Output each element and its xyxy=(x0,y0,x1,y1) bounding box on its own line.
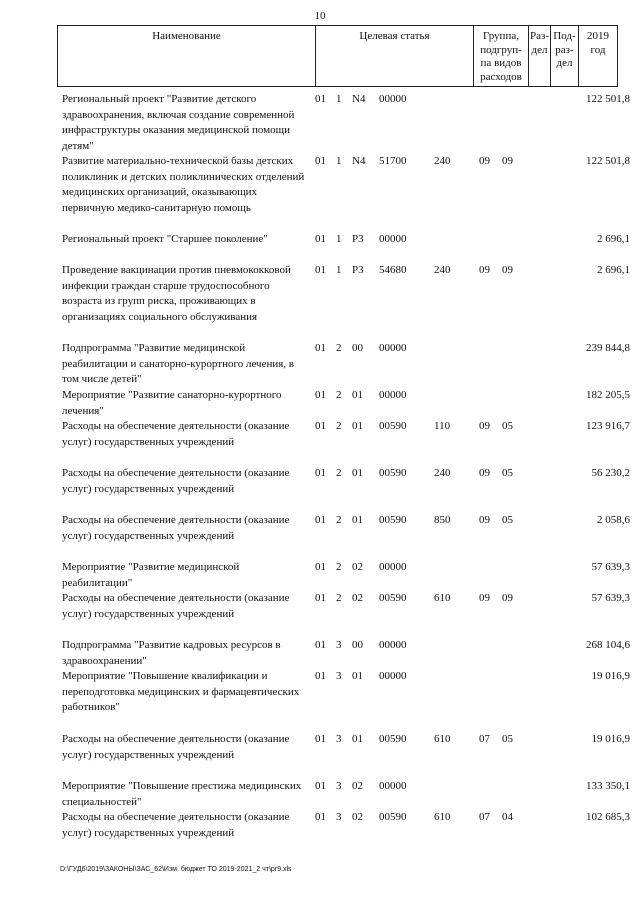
header-group: Группа, подгруп- па видов расходов xyxy=(474,26,529,86)
row-name: Мероприятие "Развитие медицинской реабилитации" xyxy=(62,561,240,589)
razdel: 07 xyxy=(479,811,490,823)
row-name: Мероприятие "Повышение престижа медицинских специальностей" xyxy=(62,780,302,808)
code-direction: 00000 xyxy=(379,639,407,651)
code-direction: 00000 xyxy=(379,780,407,792)
code-event: 00 xyxy=(352,639,363,651)
amount-2019: 2 696,1 xyxy=(597,233,630,245)
amount-2019: 56 230,2 xyxy=(591,467,630,479)
code-event: 02 xyxy=(352,780,363,792)
header-target: Целевая статья xyxy=(316,26,474,86)
code-program: 01 xyxy=(315,389,326,401)
table-row xyxy=(0,341,640,388)
amount-2019: 133 350,1 xyxy=(586,780,630,792)
code-program: 01 xyxy=(315,233,326,245)
table-row xyxy=(0,779,640,810)
code-subprogram: 2 xyxy=(336,420,342,432)
code-event: 01 xyxy=(352,467,363,479)
row-name: Расходы на обеспечение деятельности (оказание услуг) государственных учреждений xyxy=(62,811,290,839)
table-row xyxy=(0,92,640,154)
table-row xyxy=(0,669,640,732)
row-name: Расходы на обеспечение деятельности (оказание услуг) государственных учреждений xyxy=(62,514,290,542)
code-event: 01 xyxy=(352,420,363,432)
code-program: 01 xyxy=(315,420,326,432)
row-name: Расходы на обеспечение деятельности (оказание услуг) государственных учреждений xyxy=(62,467,290,495)
podrazdel: 09 xyxy=(502,155,513,167)
expense-group: 610 xyxy=(434,592,451,604)
code-direction: 00000 xyxy=(379,670,407,682)
code-direction: 00000 xyxy=(379,389,407,401)
code-subprogram: 2 xyxy=(336,467,342,479)
podrazdel: 05 xyxy=(502,420,513,432)
razdel: 09 xyxy=(479,467,490,479)
code-direction: 00000 xyxy=(379,561,407,573)
table-row xyxy=(0,154,640,232)
table-header xyxy=(57,25,618,87)
podrazdel: 09 xyxy=(502,264,513,276)
table-row xyxy=(0,810,640,857)
podrazdel: 05 xyxy=(502,514,513,526)
code-direction: 51700 xyxy=(379,155,407,167)
amount-2019: 239 844,8 xyxy=(586,342,630,354)
row-name: Развитие материально-технической базы детских поликлиник и детских поликлинических отделений медицинских организаций, оказывающих первичную медико-санитарную помощь xyxy=(62,155,305,214)
amount-2019: 123 916,7 xyxy=(586,420,630,432)
table-row xyxy=(0,263,640,341)
code-direction: 00590 xyxy=(379,514,407,526)
code-subprogram: 1 xyxy=(336,233,342,245)
podrazdel: 05 xyxy=(502,733,513,745)
code-direction: 00000 xyxy=(379,342,407,354)
code-program: 01 xyxy=(315,639,326,651)
code-subprogram: 1 xyxy=(336,93,342,105)
row-name: Проведение вакцинации против пневмококковой инфекции граждан старше трудоспособного возраста из групп риска, проживающих в организациях социального обслуживания xyxy=(62,264,291,323)
code-subprogram: 3 xyxy=(336,733,342,745)
amount-2019: 2 696,1 xyxy=(597,264,630,276)
file-path-footer: D:\ГУД6\2019\ЗАКОНЫ\ЗАС_62\Изм. бюджет ТО 2019-2021_2 чт\pr9.xls xyxy=(60,866,292,873)
header-razdel: Раз- дел xyxy=(529,26,551,86)
header-name: Наименование xyxy=(58,26,316,86)
code-subprogram: 1 xyxy=(336,264,342,276)
row-name: Региональный проект "Старшее поколение" xyxy=(62,233,268,245)
expense-group: 240 xyxy=(434,155,451,167)
row-name: Подпрограмма "Развитие кадровых ресурсов в здравоохранении" xyxy=(62,639,281,667)
code-subprogram: 2 xyxy=(336,592,342,604)
amount-2019: 57 639,3 xyxy=(591,592,630,604)
code-event: P3 xyxy=(352,264,364,276)
code-event: N4 xyxy=(352,155,366,167)
code-direction: 00590 xyxy=(379,467,407,479)
code-event: 02 xyxy=(352,592,363,604)
code-subprogram: 2 xyxy=(336,561,342,573)
table-row xyxy=(0,638,640,669)
row-name: Расходы на обеспечение деятельности (оказание услуг) государственных учреждений xyxy=(62,592,290,620)
amount-2019: 102 685,3 xyxy=(586,811,630,823)
table-row xyxy=(0,732,640,779)
amount-2019: 19 016,9 xyxy=(591,733,630,745)
table-row xyxy=(0,591,640,638)
code-program: 01 xyxy=(315,780,326,792)
row-name: Мероприятие "Развитие санаторно-курортного лечения" xyxy=(62,389,282,417)
code-direction: 00000 xyxy=(379,93,407,105)
code-event: N4 xyxy=(352,93,366,105)
code-program: 01 xyxy=(315,561,326,573)
amount-2019: 122 501,8 xyxy=(586,155,630,167)
table-row xyxy=(0,232,640,263)
amount-2019: 57 639,3 xyxy=(591,561,630,573)
code-event: 01 xyxy=(352,670,363,682)
code-program: 01 xyxy=(315,467,326,479)
code-event: 02 xyxy=(352,561,363,573)
expense-group: 610 xyxy=(434,811,451,823)
code-program: 01 xyxy=(315,264,326,276)
amount-2019: 122 501,8 xyxy=(586,93,630,105)
code-program: 01 xyxy=(315,733,326,745)
expense-group: 110 xyxy=(434,420,451,432)
amount-2019: 19 016,9 xyxy=(591,670,630,682)
razdel: 09 xyxy=(479,592,490,604)
podrazdel: 05 xyxy=(502,467,513,479)
code-subprogram: 2 xyxy=(336,389,342,401)
row-name: Мероприятие "Повышение квалификации и переподготовка медицинских и фармацевтических работников" xyxy=(62,670,300,713)
code-program: 01 xyxy=(315,811,326,823)
code-event: 01 xyxy=(352,514,363,526)
table-row xyxy=(0,388,640,419)
code-program: 01 xyxy=(315,592,326,604)
expense-group: 240 xyxy=(434,467,451,479)
amount-2019: 182 205,5 xyxy=(586,389,630,401)
code-direction: 00590 xyxy=(379,592,407,604)
code-event: P3 xyxy=(352,233,364,245)
row-name: Расходы на обеспечение деятельности (оказание услуг) государственных учреждений xyxy=(62,733,290,761)
expense-group: 240 xyxy=(434,264,451,276)
podrazdel: 09 xyxy=(502,592,513,604)
code-direction: 00590 xyxy=(379,733,407,745)
code-direction: 00590 xyxy=(379,811,407,823)
podrazdel: 04 xyxy=(502,811,513,823)
code-subprogram: 3 xyxy=(336,670,342,682)
row-name: Подпрограмма "Развитие медицинской реабилитации и санаторно-курортного лечения, в том числе детей" xyxy=(62,342,294,385)
code-event: 00 xyxy=(352,342,363,354)
code-program: 01 xyxy=(315,342,326,354)
row-name: Региональный проект "Развитие детского здравоохранения, включая создание современной инфраструктуры оказания медицинской помощи детям" xyxy=(62,93,295,152)
code-direction: 00000 xyxy=(379,233,407,245)
razdel: 09 xyxy=(479,264,490,276)
header-podrazdel: Под- раз- дел xyxy=(551,26,579,86)
table-row xyxy=(0,466,640,513)
page-number: 10 xyxy=(314,10,326,22)
code-subprogram: 3 xyxy=(336,639,342,651)
razdel: 09 xyxy=(479,514,490,526)
code-subprogram: 3 xyxy=(336,811,342,823)
expense-group: 850 xyxy=(434,514,451,526)
code-direction: 54680 xyxy=(379,264,407,276)
table-row xyxy=(0,560,640,591)
amount-2019: 2 058,6 xyxy=(597,514,630,526)
razdel: 09 xyxy=(479,420,490,432)
amount-2019: 268 104,6 xyxy=(586,639,630,651)
code-event: 02 xyxy=(352,811,363,823)
razdel: 07 xyxy=(479,733,490,745)
table-row xyxy=(0,513,640,560)
code-program: 01 xyxy=(315,670,326,682)
row-name: Расходы на обеспечение деятельности (оказание услуг) государственных учреждений xyxy=(62,420,290,448)
code-program: 01 xyxy=(315,155,326,167)
table-body xyxy=(0,92,640,857)
code-program: 01 xyxy=(315,93,326,105)
code-event: 01 xyxy=(352,733,363,745)
code-program: 01 xyxy=(315,514,326,526)
code-subprogram: 1 xyxy=(336,155,342,167)
razdel: 09 xyxy=(479,155,490,167)
code-subprogram: 2 xyxy=(336,514,342,526)
code-subprogram: 3 xyxy=(336,780,342,792)
table-row xyxy=(0,419,640,466)
header-year: 2019 год xyxy=(587,30,609,56)
code-event: 01 xyxy=(352,389,363,401)
code-subprogram: 2 xyxy=(336,342,342,354)
code-direction: 00590 xyxy=(379,420,407,432)
expense-group: 610 xyxy=(434,733,451,745)
